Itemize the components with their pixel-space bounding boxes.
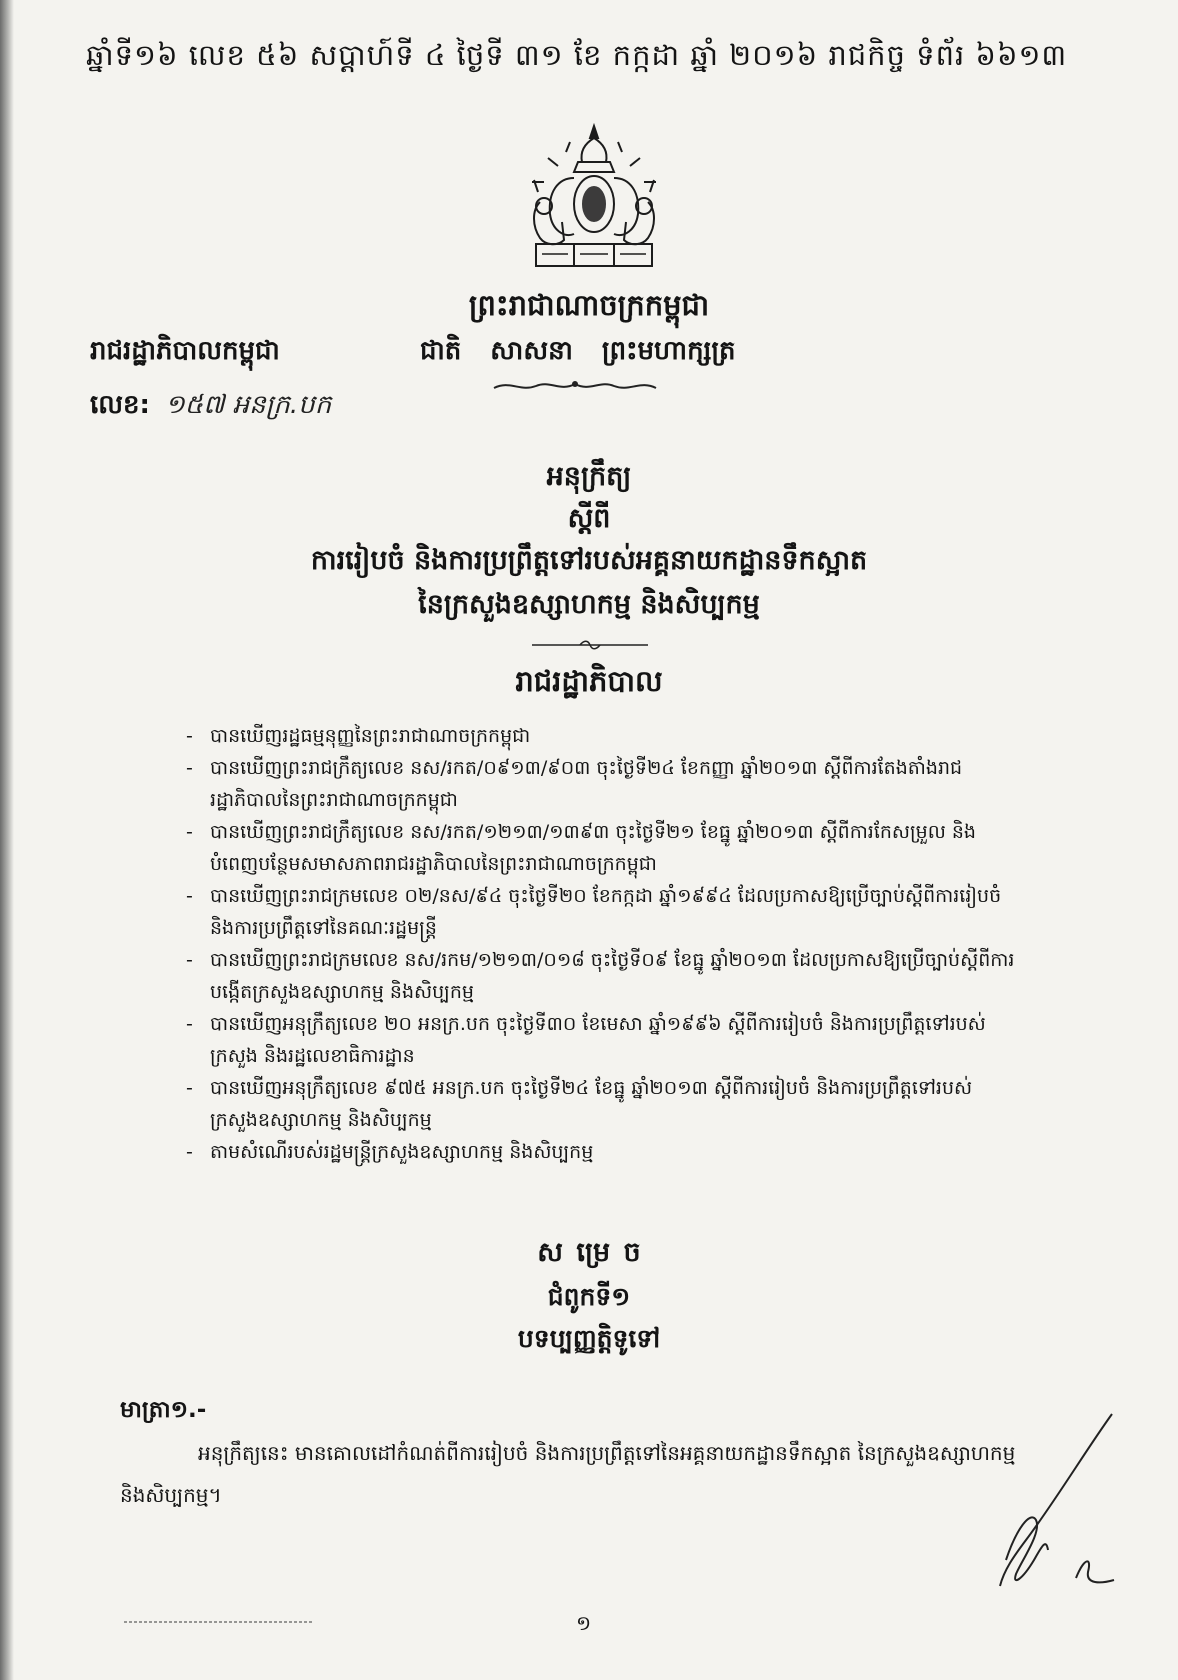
document-title-line-1: ការរៀបចំ និងការប្រព្រឹត្តទៅរបស់អគ្គនាយកដ្ឋានទឹកស្អាត (310, 545, 868, 576)
article-1-heading: មាត្រា១.- (120, 1397, 207, 1423)
visa-text: បានឃើញរដ្ឋធម្មនុញ្ញនៃព្រះរាជាណាចក្រកម្ពុជា (210, 725, 531, 747)
list-item: - បានឃើញព្រះរាជក្រមលេខ នស/រកម/១២១៣/០១៨ ចុះថ្ងៃទី០៩ ខែធ្នូ ឆ្នាំ២០១៣ ដែលប្រកាសឱ្យប្រើច្បាប់ស្តីពីការបង្កើតក្រសួងឧស្សាហកម្ម និងសិប្បកម្ម (186, 949, 1015, 1003)
issuer-heading: រាជរដ្ឋាភិបាល (515, 664, 663, 698)
visa-text: បានឃើញព្រះរាជក្រឹត្យលេខ នស/រកត/០៩១៣/៩០៣ ចុះថ្ងៃទី២៤ ខែកញ្ញា ឆ្នាំ២០១៣ ស្តីពីការតែងតាំងរាជរដ្ឋាភិបាលនៃព្រះរាជាណាចក្រកម្ពុជា (210, 757, 963, 811)
government-header: រាជរដ្ឋាភិបាលកម្ពុជា (90, 336, 280, 366)
list-item: - បានឃើញរដ្ឋធម្មនុញ្ញនៃព្រះរាជាណាចក្រកម្ពុជា (186, 725, 531, 747)
document-title-line-2: នៃក្រសួងឧស្សាហកម្ម និងសិប្បកម្ម (418, 589, 760, 620)
royal-coat-of-arms-icon (518, 122, 670, 272)
visa-text: បានឃើញអនុក្រឹត្យលេខ ២០ អនក្រ.បក ចុះថ្ងៃទី៣០ ខែមេសា ឆ្នាំ១៩៩៦ ស្តីពីការរៀបចំ និងការប្រព្រឹត្តទៅរបស់ក្រសួង និងរដ្ឋលេខាធិការដ្ឋាន (210, 1013, 986, 1067)
chapter-title: បទប្បញ្ញត្តិទូទៅ (517, 1324, 661, 1353)
list-item: - បានឃើញព្រះរាជក្រមលេខ ០២/នស/៩៤ ចុះថ្ងៃទី២០ ខែកក្កដា ឆ្នាំ១៩៩៤ ដែលប្រកាសឱ្យប្រើច្បាប់ស្តីពីការរៀបចំ និងការប្រព្រឹត្តទៅនៃគណៈរដ្ឋមន្ត្រី (186, 885, 1002, 939)
title-divider-icon (530, 639, 650, 651)
list-item: - បានឃើញព្រះរាជក្រឹត្យលេខ នស/រកត/១២១៣/១៣៩៣ ចុះថ្ងៃទី២១ ខែធ្នូ ឆ្នាំ២០១៣ ស្តីពីការកែសម្រួល និងបំពេញបន្ថែមសមាសភាពរាជរដ្ឋាភិបាលនៃព្រះរាជាណាចក្រកម្ពុជា (186, 821, 976, 875)
page-number: ១ (576, 1611, 592, 1635)
visa-text: បានឃើញអនុក្រឹត្យលេខ ៩៧៥ អនក្រ.បក ចុះថ្ងៃទី២៤ ខែធ្នូ ឆ្នាំ២០១៣ ស្តីពីការរៀបចំ និងការប្រព្រឹត្តទៅរបស់ក្រសួងឧស្សាហកម្ម និងសិប្បកម្ម (210, 1077, 973, 1131)
decision-heading: ស ម្រេ ច (537, 1237, 641, 1268)
list-item: - តាមសំណើរបស់រដ្ឋមន្ត្រីក្រសួងឧស្សាហកម្ម និងសិប្បកម្ម (186, 1141, 594, 1163)
visa-text: បានឃើញព្រះរាជក្រឹត្យលេខ នស/រកត/១២១៣/១៣៩៣ ចុះថ្ងៃទី២១ ខែធ្នូ ឆ្នាំ២០១៣ ស្តីពីការកែសម្រួល និងបំពេញបន្ថែមសមាសភាពរាជរដ្ឋាភិបាលនៃព្រះរាជាណាចក្រកម្ពុជា (210, 821, 976, 875)
reference-number (90, 388, 331, 426)
motto-ornament-icon (490, 378, 660, 394)
list-item: - បានឃើញអនុក្រឹត្យលេខ ២០ អនក្រ.បក ចុះថ្ងៃទី៣០ ខែមេសា ឆ្នាំ១៩៩៦ ស្តីពីការរៀបចំ និងការប្រព្រឹត្តទៅរបស់ក្រសួង និងរដ្ឋលេខាធិការដ្ឋាន (186, 1013, 986, 1067)
reference-label: លេខ: (90, 390, 150, 420)
national-motto: ជាតិ សាសនា ព្រះមហាក្សត្រ (420, 336, 736, 366)
document-type: អនុក្រឹត្យ (546, 461, 632, 492)
footer-scan-note-icon (124, 1618, 314, 1626)
list-item: - បានឃើញអនុក្រឹត្យលេខ ៩៧៥ អនក្រ.បក ចុះថ្ងៃទី២៤ ខែធ្នូ ឆ្នាំ២០១៣ ស្តីពីការរៀបចំ និងការប្រព្រឹត្តទៅរបស់ក្រសួងឧស្សាហកម្ម និងសិប្បកម្ម (186, 1077, 973, 1131)
footer-scan-note (124, 1616, 314, 1629)
visa-text: បានឃើញព្រះរាជក្រមលេខ នស/រកម/១២១៣/០១៨ ចុះថ្ងៃទី០៩ ខែធ្នូ ឆ្នាំ២០១៣ ដែលប្រកាសឱ្យប្រើច្បាប់ស្តីពីការបង្កើតក្រសួងឧស្សាហកម្ម និងសិប្បកម្ម (210, 949, 1015, 1003)
document-about: ស្តីពី (567, 503, 611, 534)
visa-list (186, 720, 1016, 1168)
reference-value: ១៥៧ អនក្រ.បក (164, 390, 332, 420)
chapter-number: ជំពូកទី១ (547, 1282, 631, 1311)
visa-text: បានឃើញព្រះរាជក្រមលេខ ០២/នស/៩៤ ចុះថ្ងៃទី២០ ខែកក្កដា ឆ្នាំ១៩៩៤ ដែលប្រកាសឱ្យប្រើច្បាប់ស្តីពីការរៀបចំ និងការប្រព្រឹត្តទៅនៃគណៈរដ្ឋមន្ត្រី (210, 885, 1002, 939)
gazette-header-line: ឆ្នាំទី១៦ លេខ ៥៦ សប្តាហ៍ទី ៤ ថ្ងៃទី ៣១ ខែ កក្កដា ឆ្នាំ ២០១៦ រាជកិច្ច ទំព័រ ៦៦១៣ (86, 38, 1068, 72)
scan-edge-shadow (0, 0, 14, 1680)
handwritten-initial-icon (1070, 1550, 1120, 1590)
list-item: - បានឃើញព្រះរាជក្រឹត្យលេខ នស/រកត/០៩១៣/៩០៣ ចុះថ្ងៃទី២៤ ខែកញ្ញា ឆ្នាំ២០១៣ ស្តីពីការតែងតាំងរាជរដ្ឋាភិបាលនៃព្រះរាជាណាចក្រកម្ពុជា (186, 757, 963, 811)
kingdom-title: ព្រះរាជាណាចក្រកម្ពុជា (468, 288, 710, 322)
article-1-text: អនុក្រឹត្យនេះ មានគោលដៅកំណត់ពីការរៀបចំ និងការប្រព្រឹត្តទៅនៃអគ្គនាយកដ្ឋានទឹកស្អាត នៃក្រសួងឧស្សាហកម្ម និងសិប្បកម្ម។ (120, 1441, 1016, 1507)
visa-text: តាមសំណើរបស់រដ្ឋមន្ត្រីក្រសួងឧស្សាហកម្ម និងសិប្បកម្ម (210, 1141, 594, 1163)
